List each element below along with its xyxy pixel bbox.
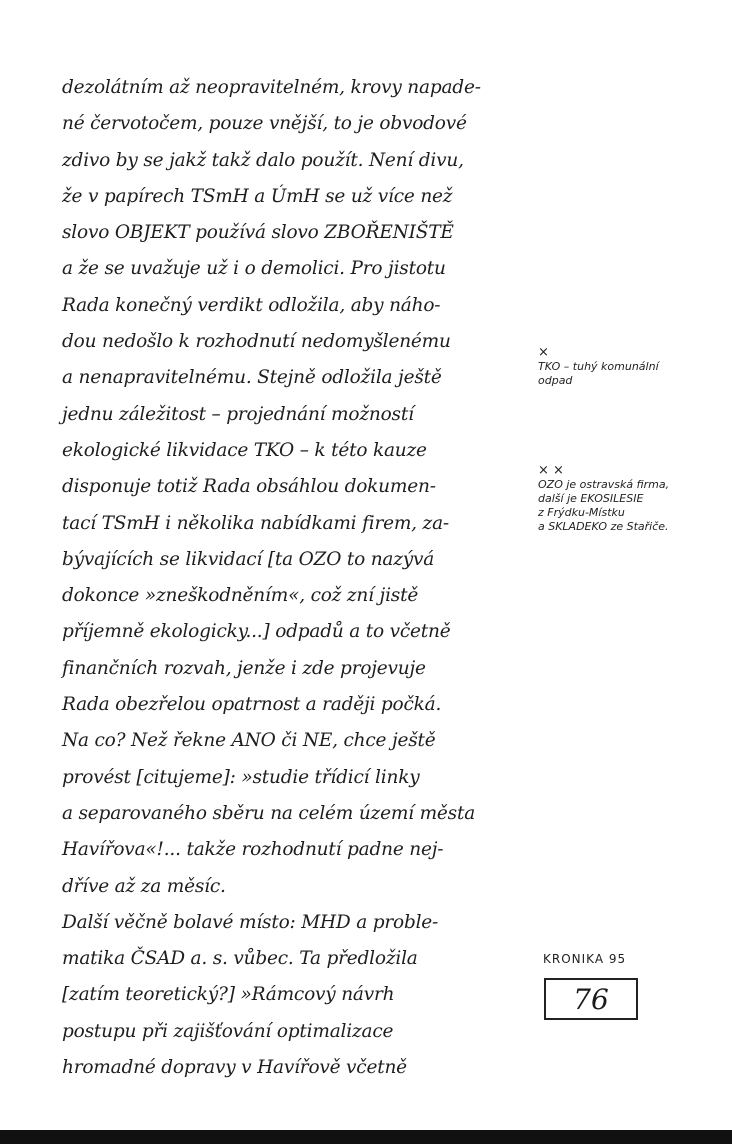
text-line: matika ČSAD a. s. vůbec. Ta předložila (62, 948, 418, 970)
text-line: dokonce »zneškodněním«, což zní jistě (62, 585, 419, 607)
note-marker: × (538, 345, 549, 360)
text-line: slovo OBJEKT používá slovo ZBOŘENIŠTĚ (62, 222, 454, 244)
note-line: OZO je ostravská firma, (538, 478, 670, 491)
text-line: Havířova«!... takže rozhodnutí padne nej- (62, 839, 444, 861)
text-line: [zatím teoretický?] »Rámcový návrh (62, 984, 395, 1006)
text-line: Na co? Než řekne ANO či NE, chce ještě (62, 730, 436, 752)
text-line: disponuje totiž Rada obsáhlou dokumen- (62, 476, 436, 498)
text-line: finančních rozvah, jenže i zde projevuje (62, 657, 426, 679)
text-line: dou nedošlo k rozhodnutí nedomyšlenému (62, 331, 451, 353)
chronicle-label: KRONIKA 95 (543, 952, 627, 966)
text-line: dezolátním až neopravitelném, krovy napade- (62, 77, 481, 98)
text-line: a separovaného sběru na celém území města (62, 802, 476, 824)
text-line: zdivo by se jakž takž dalo použít. Není divu, (62, 149, 464, 171)
margin-note-tko (538, 346, 718, 388)
page-number-box (544, 978, 638, 1020)
text-line: dříve až za měsíc. (62, 875, 226, 897)
text-line: jednu záležitost – projednání možností (62, 403, 414, 425)
text-line: příjemně ekologicky...] odpadů a to včetně (62, 621, 451, 643)
text-line: né červotočem, pouze vnější, to je obvodové (62, 113, 467, 135)
note-line: další je EKOSILESIE (538, 492, 644, 505)
text-line: provést [citujeme]: »studie třídicí linky (62, 766, 420, 788)
handwritten-text-block (62, 70, 532, 1086)
text-line: a nenapravitelnému. Stejně odložila ještě (62, 367, 442, 389)
text-line: že v papírech TSmH a ÚmH se už více než (62, 185, 453, 207)
text-line: a že se uvažuje už i o demolici. Pro jistotu (62, 258, 446, 280)
text-line: Další věčně bolavé místo: MHD a proble- (62, 911, 439, 933)
text-line: Rada konečný verdikt odložila, aby náho- (62, 294, 441, 316)
note-line: a SKLADEKO ze Stařiče. (538, 520, 669, 533)
text-line: tací TSmH i několika nabídkami firem, za- (62, 512, 449, 534)
text-line: hromadné dopravy v Havířově včetně (62, 1057, 407, 1079)
text-line: bývajících se likvidací [ta OZO to nazývá (62, 548, 435, 570)
note-line: odpad (538, 374, 573, 387)
note-line: z Frýdku-Místku (538, 506, 625, 519)
note-marker: × × (538, 463, 564, 478)
text-line: Rada obezřelou opatrnost a raději počká. (62, 694, 442, 716)
page-number: 76 (573, 982, 609, 1016)
note-line: TKO – tuhý komunální (538, 360, 659, 373)
text-line: ekologické likvidace TKO – k této kauze (62, 439, 427, 461)
text-line: postupu při zajišťování optimalizace (62, 1020, 394, 1042)
scan-bottom-edge (0, 1130, 732, 1144)
margin-note-ozo (538, 464, 728, 534)
